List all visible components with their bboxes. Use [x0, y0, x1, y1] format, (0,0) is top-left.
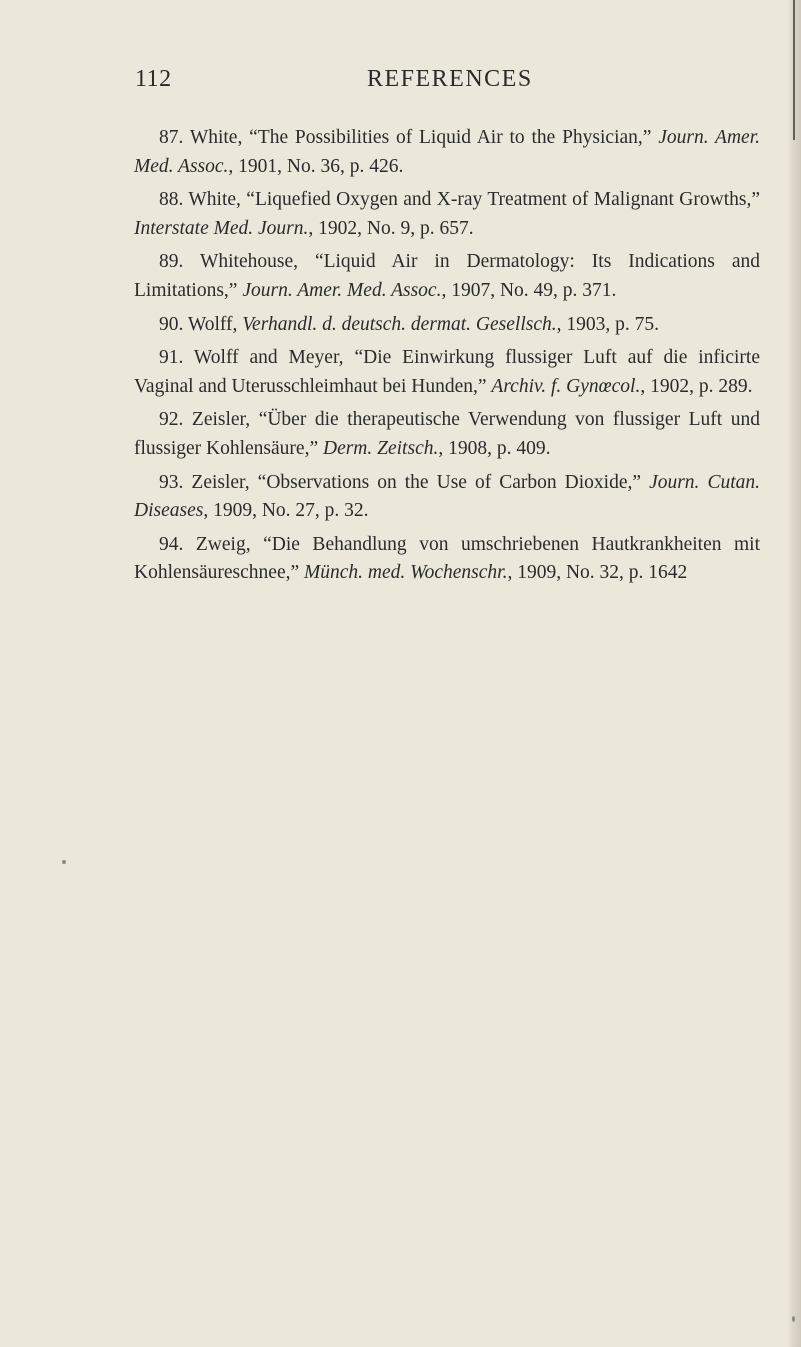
reference-entry-90 — [134, 311, 760, 340]
reference-entry-91 — [134, 344, 760, 401]
journal-title: Archiv. f. Gynœcol. — [491, 375, 641, 397]
citation-details: , 1907, No. 49, p. 371. — [441, 279, 617, 301]
reference-text: 92. Zeisler, “Über die therapeutische Verwendung von flussiger Luft und flussiger Kohlensäure,” — [134, 409, 760, 459]
reference-text: 93. Zeisler, “Observations on the Use of Carbon Dioxide,” — [159, 471, 650, 493]
reference-entry-87 — [134, 124, 760, 181]
reference-text: 87. White, “The Possibilities of Liquid Air to the Physician,” — [159, 127, 659, 148]
reference-text: 90. Wolff, — [159, 313, 243, 335]
citation-details: , 1909, No. 32, p. 1642 — [507, 562, 688, 584]
journal-title: Münch. med. Wochenschr. — [304, 562, 508, 584]
running-head: REFERENCES — [367, 66, 533, 92]
reference-text: 88. White, “Liquefied Oxygen and X-ray Treatment of Malignant Growths,” — [159, 189, 760, 211]
journal-title: Verhandl. d. deutsch. dermat. Gesellsch. — [242, 313, 557, 335]
reference-entry-93 — [134, 469, 760, 526]
reference-entry-94 — [134, 531, 760, 588]
journal-title: Journ. Amer. Med. Assoc. — [242, 279, 442, 301]
page-edge-shadow — [787, 0, 801, 1347]
citation-details: , 1903, p. 75. — [556, 313, 659, 335]
citation-details: , 1902, No. 9, p. 657. — [308, 217, 474, 239]
journal-title: Interstate Med. Journ. — [134, 217, 309, 239]
page-header — [0, 66, 801, 96]
journal-title: Derm. Zeitsch. — [322, 437, 439, 459]
citation-details: , 1909, No. 27, p. 32. — [203, 500, 369, 522]
paper-speck — [792, 1316, 795, 1322]
reference-list — [134, 124, 760, 593]
reference-entry-92 — [134, 406, 760, 463]
page-number: 112 — [135, 66, 172, 92]
reference-text: 91. Wolff and Meyer, “Die Einwirkung flussiger Luft auf die inficirte Vaginal and Uterusschleimhaut bei Hunden,” — [134, 347, 760, 397]
journal-title: Journ. Amer. Med. Assoc. — [134, 127, 761, 177]
citation-details: , 1902, p. 289. — [640, 375, 753, 397]
citation-details: , 1908, p. 409. — [438, 437, 551, 459]
journal-title: Journ. Cutan. Diseases — [134, 471, 761, 522]
reference-text: 89. Whitehouse, “Liquid Air in Dermatology: Its Indications and Limitations,” — [134, 251, 760, 301]
paper-speck — [62, 860, 66, 864]
reference-entry-88 — [134, 186, 760, 243]
citation-details: , 1901, No. 36, p. 426. — [228, 155, 404, 177]
reference-text: 94. Zweig, “Die Behandlung von umschriebenen Hautkrankheiten mit Kohlensäureschnee,” — [134, 533, 760, 584]
reference-entry-89 — [134, 248, 760, 305]
